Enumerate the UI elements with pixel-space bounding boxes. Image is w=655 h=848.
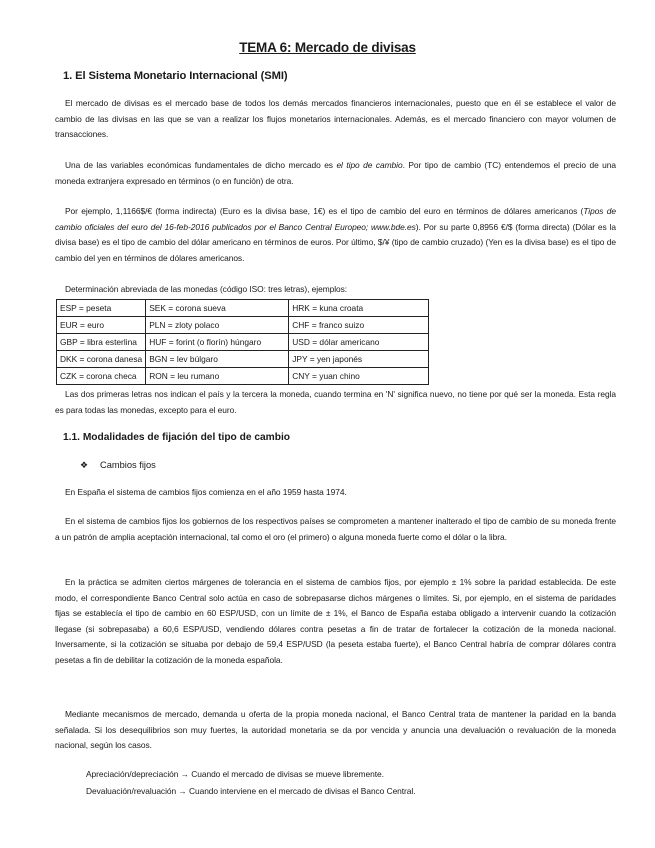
table-cell: BGN = lev búlgaro [146, 351, 289, 368]
table-cell: USD = dólar americano [289, 334, 429, 351]
section-heading-1: 1. El Sistema Monetario Internacional (SMI) [63, 70, 288, 82]
table-caption: Determinación abreviada de las monedas (código ISO: tres letras), ejemplos: [65, 284, 348, 294]
paragraph-7 [55, 575, 616, 669]
table-cell: PLN = zloty polaco [146, 317, 289, 334]
list-item: Devaluación/revaluación → Cuando interviene en el mercado de divisas el Banco Central. [86, 786, 416, 796]
table-cell: HUF = forint (o florín) húngaro [146, 334, 289, 351]
table-cell: JPY = yen japonés [289, 351, 429, 368]
document-title: TEMA 6: Mercado de divisas [239, 40, 416, 55]
paragraph-2-text-b: . Por tipo de cambio (TC) entendemos el precio de una moneda extranjera expresado en términos (o en función) de otra. [55, 160, 617, 186]
paragraph-6-text: En el sistema de cambios fijos los gobiernos de los respectivos países se comprometen a mantener inalterado el tipo de cambio de su moneda frente a un patrón de amplia aceptación internacional, tal como el oro (el primero) o alguna moneda fuerte como el dólar o la libra. [55, 516, 616, 542]
table-row [57, 334, 429, 351]
paragraph-3-text-a: Por ejemplo, 1,1166$/€ (forma indirecta) (Euro es la divisa base, 1€) es el tipo de cambio del euro en términos de dólares americanos ( [65, 206, 584, 216]
table-cell: DKK = corona danesa [57, 351, 146, 368]
paragraph-4-text: Las dos primeras letras nos indican el país y la tercera la moneda, cuando termina en 'N' significa nuevo, no tiene por qué ser la moneda. Esta regla es para todas las monedas, excepto para el euro. [55, 389, 616, 415]
list-item: Apreciación/depreciación → Cuando el mercado de divisas se mueve libremente. [86, 769, 384, 779]
table-cell: GBP = libra esterlina [57, 334, 146, 351]
currency-table [56, 299, 429, 385]
table-row [57, 317, 429, 334]
table-cell: HRK = kuna croata [289, 300, 429, 317]
paragraph-3 [55, 204, 616, 266]
diamond-bullet-icon: ❖ [80, 460, 89, 470]
paragraph-3-italic: Tipos de cambio oficiales del euro del 16-feb-2016 publicados por el Banco Central Europeo; www.bde.es [55, 206, 616, 232]
paragraph-8 [55, 707, 616, 754]
table-cell: EUR = euro [57, 317, 146, 334]
table-cell: CNY = yuan chino [289, 368, 429, 385]
table-row [57, 351, 429, 368]
subsection-heading [80, 460, 156, 471]
section-heading-1-1: 1.1. Modalidades de fijación del tipo de cambio [63, 432, 291, 443]
table-cell: CHF = franco suizo [289, 317, 429, 334]
table-row [57, 368, 429, 385]
paragraph-7-text: En la práctica se admiten ciertos márgenes de tolerancia en el sistema de cambios fijos, por ejemplo ± 1% sobre la paridad establecida. De este modo, el correspondiente Banco Central solo actúa en caso de sobrepasarse dichos márgenes o límites. Si, por ejemplo, en el sistema de paridades fijas se establecía el tipo de cambio en 60 ESP/USD, con un límite de ± 1%, el Banco de España estaba obligado a intervenir cuando la cotización llegase (si sobrepasaba) a 60,6 ESP/USD, vendiendo dólares contra pesetas a fin de tratar de fortalecer la cotización de la moneda nacional. Inversamente, si la cotización se situaba por debajo de 59,4 ESP/USD (la peseta estaba fuerte), el Banco Central habría de comprar dólares contra pesetas a fin de debilitar la cotización de la moneda española. [55, 577, 616, 665]
paragraph-1 [55, 96, 616, 143]
paragraph-5 [55, 485, 616, 501]
paragraph-8-text: Mediante mecanismos de mercado, demanda u oferta de la propia moneda nacional, el Banco Central trata de mantener la paridad en la banda señalada. Si los desequilibrios son muy fuertes, la autoridad monetaria se da por vencida y anuncia una devaluación o revaluación de la moneda nacional, según los casos. [55, 709, 616, 751]
paragraph-2-italic: el tipo de cambio [336, 160, 403, 170]
table-cell: CZK = corona checa [57, 368, 146, 385]
paragraph-3-text-b: ). Por su parte 0,8956 €/$ (forma directa) (Dólar es la divisa base) es el tipo de cambio del dólar americano en términos de euros. Por último, $/¥ (tipo de cambio cruzado) (Yen es la divisa base) es el tipo de cambio del yen en términos de dólares americanos. [55, 221, 616, 263]
paragraph-2 [55, 158, 616, 189]
paragraph-1-text: El mercado de divisas es el mercado base de todos los demás mercados financieros internacionales, puesto que en él se establece el valor de cambio de las divisas en las que se van a realizar los flujos monetarios internacionales. Además, es el mercado financiero con mayor volumen de transacciones. [55, 98, 616, 140]
paragraph-2-text-a: Una de las variables económicas fundamentales de dicho mercado es [65, 160, 337, 170]
table-cell: ESP = peseta [57, 300, 146, 317]
subsection-label: Cambios fijos [100, 460, 156, 470]
table-cell: SEK = corona sueva [146, 300, 289, 317]
table-row [57, 300, 429, 317]
paragraph-5-text: En España el sistema de cambios fijos comienza en el año 1959 hasta 1974. [65, 487, 347, 497]
table-cell: RON = leu rumano [146, 368, 289, 385]
paragraph-4 [55, 387, 616, 418]
paragraph-6 [55, 514, 616, 545]
